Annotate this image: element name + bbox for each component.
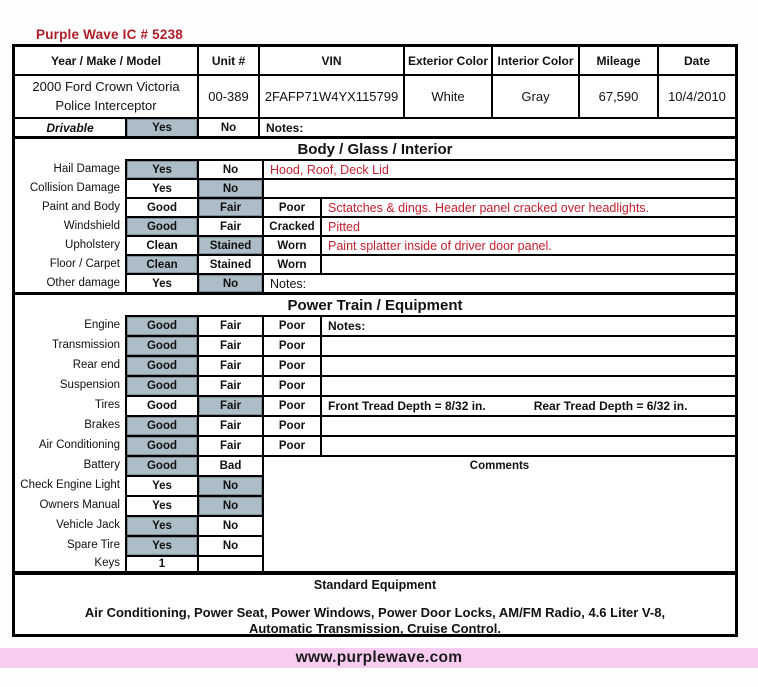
row-label: Floor / Carpet [49, 257, 120, 270]
body-glass-interior-section [12, 136, 738, 295]
standard-equipment-line1: Air Conditioning, Power Seat, Power Windows, Power Door Locks, AM/FM Radio, 4.6 Liter V-8, [84, 605, 666, 620]
front-tread-note: Front Tread Depth = 8/32 in. [328, 399, 486, 413]
note-cell [320, 355, 735, 375]
keys-value-cell: 1 [125, 555, 197, 571]
option-cell: No [197, 178, 262, 197]
note-cell [320, 395, 735, 415]
option-cell: Poor [262, 197, 320, 216]
checklist-row-hail-damage [15, 159, 735, 178]
mileage-cell: 67,590 [578, 74, 657, 117]
row-label: Windshield [63, 219, 120, 232]
row-label: Other damage [46, 276, 120, 289]
row-label: Check Engine Light [20, 479, 120, 491]
option-cell: Fair [197, 435, 262, 455]
option-cell: Clean [125, 254, 197, 273]
row-label: Transmission [52, 339, 120, 351]
option-cell: Yes [125, 535, 197, 555]
checklist-row-other-damage [15, 273, 735, 292]
note-cell: Pitted [320, 216, 735, 235]
option-cell: Good [125, 435, 197, 455]
option-cell: Fair [197, 355, 262, 375]
drivable-no-cell: No [197, 117, 258, 137]
vehicle-model-line2: Police Interceptor [55, 97, 157, 113]
option-cell: Bad [197, 455, 262, 475]
vehicle-values-row [15, 74, 735, 117]
vehicle-info-table [12, 44, 738, 140]
header-interior-color: Interior Color [491, 47, 578, 74]
header-mileage: Mileage [578, 47, 657, 74]
rear-tread-note: Rear Tread Depth = 6/32 in. [533, 399, 688, 413]
option-cell: Fair [197, 315, 262, 335]
note-cell [262, 178, 735, 197]
option-cell: Good [125, 455, 197, 475]
checklist-row-paint-and-body [15, 197, 735, 216]
note-cell [320, 415, 735, 435]
checklist-row-upholstery [15, 235, 735, 254]
option-cell: Poor [262, 435, 320, 455]
option-cell: Good [125, 375, 197, 395]
row-label: Rear end [72, 359, 120, 371]
option-cell: Stained [197, 235, 262, 254]
checklist-row-brakes [15, 415, 735, 435]
note-cell: Hood, Roof, Deck Lid [262, 159, 735, 178]
checklist-row-floor-carpet [15, 254, 735, 273]
option-cell: No [197, 273, 262, 292]
option-cell: Clean [125, 235, 197, 254]
option-cell: Poor [262, 355, 320, 375]
option-cell: Fair [197, 335, 262, 355]
note-cell [320, 335, 735, 355]
option-cell: Good [125, 335, 197, 355]
row-label: Owners Manual [39, 499, 120, 511]
row-label: Keys [94, 557, 120, 569]
unit-number-cell: 00-389 [197, 74, 258, 117]
interior-color-cell: Gray [491, 74, 578, 117]
power-train-section [12, 292, 738, 574]
option-cell: Yes [125, 495, 197, 515]
row-label: Upholstery [65, 238, 120, 251]
note-cell: Notes: [320, 315, 735, 335]
row-label: Paint and Body [41, 200, 120, 213]
option-cell: No [197, 475, 262, 495]
date-cell: 10/4/2010 [657, 74, 735, 117]
header-year-make-model: Year / Make / Model [50, 53, 162, 68]
checklist-row-engine [15, 315, 735, 335]
standard-equipment-title: Standard Equipment [313, 578, 437, 592]
drivable-row [15, 117, 735, 137]
table-header-row [15, 47, 735, 74]
row-label: Suspension [59, 379, 120, 391]
header-unit: Unit # [197, 47, 258, 74]
drivable-label: Drivable [15, 117, 125, 137]
option-cell: Poor [262, 395, 320, 415]
note-cell: Paint splatter inside of driver door panel. [320, 235, 735, 254]
header-exterior-color: Exterior Color [403, 47, 491, 74]
row-label: Vehicle Jack [56, 519, 120, 531]
option-cell: Good [125, 355, 197, 375]
checklist-row-collision-damage [15, 178, 735, 197]
option-cell: No [197, 495, 262, 515]
option-cell: Cracked [262, 216, 320, 235]
power-section-title: Power Train / Equipment [287, 296, 463, 314]
row-label: Air Conditioning [38, 439, 120, 451]
checklist-row-windshield [15, 216, 735, 235]
note-cell [320, 375, 735, 395]
header-vin: VIN [258, 47, 403, 74]
option-cell: No [197, 515, 262, 535]
note-cell: Sctatches & dings. Header panel cracked over headlights. [320, 197, 735, 216]
option-cell: Yes [125, 475, 197, 495]
option-cell: No [197, 535, 262, 555]
option-cell: Good [125, 315, 197, 335]
row-label: Hail Damage [53, 162, 120, 175]
row-label: Battery [83, 459, 120, 471]
page-title: Purple Wave IC # 5238 [36, 27, 184, 42]
standard-equipment-box [12, 572, 738, 637]
option-cell: Fair [197, 375, 262, 395]
option-cell: Fair [197, 395, 262, 415]
comments-title: Comments [469, 460, 530, 472]
option-cell: Fair [197, 415, 262, 435]
keys-empty-cell [197, 555, 262, 571]
exterior-color-cell: White [403, 74, 491, 117]
option-cell: Poor [262, 415, 320, 435]
option-cell: Good [125, 216, 197, 235]
checklist-row-rear-end [15, 355, 735, 375]
option-cell: Worn [262, 254, 320, 273]
option-cell: Poor [262, 335, 320, 355]
option-cell: Fair [197, 216, 262, 235]
option-cell: Yes [125, 515, 197, 535]
option-cell: Good [125, 415, 197, 435]
option-cell: Good [125, 197, 197, 216]
note-cell [320, 435, 735, 455]
row-label: Brakes [84, 419, 120, 431]
checklist-row-air-conditioning [15, 435, 735, 455]
option-cell: Yes [125, 159, 197, 178]
option-cell: No [197, 159, 262, 178]
header-date: Date [657, 47, 735, 74]
option-cell: Fair [197, 197, 262, 216]
footer-url: www.purplewave.com [295, 649, 463, 666]
row-label: Spare Tire [66, 539, 120, 551]
row-label: Tires [94, 399, 120, 411]
option-cell: Poor [262, 315, 320, 335]
checklist-row-suspension [15, 375, 735, 395]
vin-cell: 2FAFP71W4YX115799 [258, 74, 403, 117]
row-label: Collision Damage [29, 181, 120, 194]
option-cell: Poor [262, 375, 320, 395]
option-cell: Stained [197, 254, 262, 273]
checklist-row-tires [15, 395, 735, 415]
footer-band [0, 648, 758, 668]
drivable-yes-cell: Yes [125, 117, 197, 137]
drivable-notes-cell: Notes: [258, 117, 735, 137]
standard-equipment-line2: Automatic Transmission, Cruise Control. [248, 621, 502, 636]
vehicle-model-cell [15, 74, 197, 117]
note-cell [320, 254, 735, 273]
option-cell: Yes [125, 178, 197, 197]
checklist-row-transmission [15, 335, 735, 355]
option-cell: Good [125, 395, 197, 415]
option-cell: Worn [262, 235, 320, 254]
note-cell: Notes: [262, 273, 735, 292]
body-section-title: Body / Glass / Interior [297, 140, 453, 158]
comments-box [262, 455, 735, 571]
row-label: Engine [84, 319, 120, 331]
vehicle-model-line1: 2000 Ford Crown Victoria [32, 78, 180, 94]
option-cell: Yes [125, 273, 197, 292]
